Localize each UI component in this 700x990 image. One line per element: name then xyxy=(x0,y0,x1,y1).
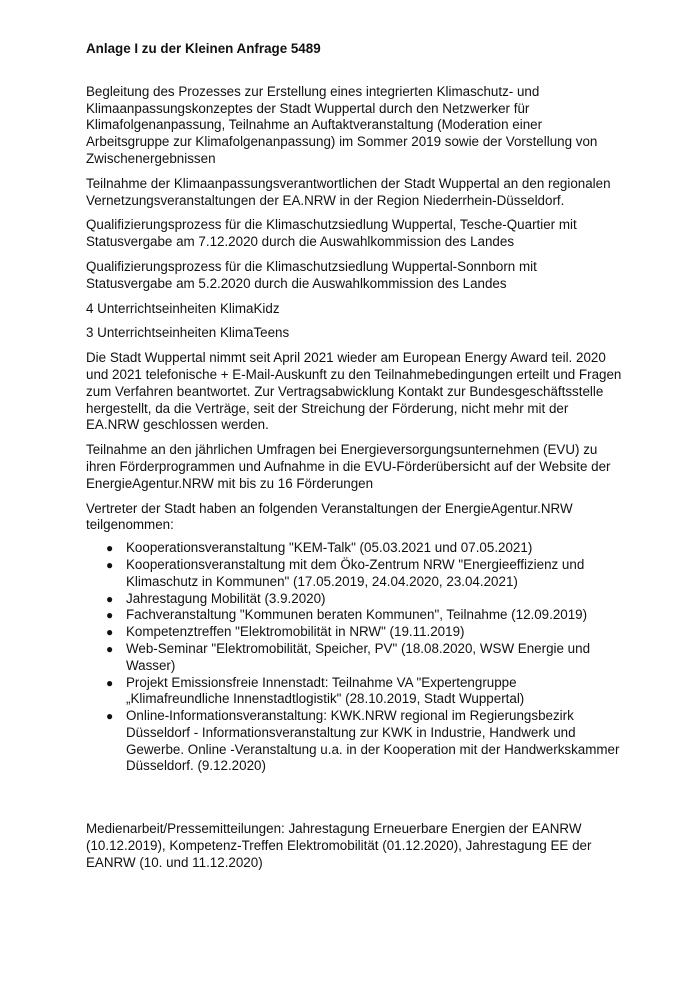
event-text: Web-Seminar "Elektromobilität, Speicher, PV" (18.08.2020, WSW Energie und Wasser) xyxy=(126,640,591,673)
paragraph-evu-umfragen: Teilnahme an den jährlichen Umfragen bei Energieversorgungsunternehmen (EVU) zu ihren Förderprogrammen und Aufnahme in die EVU-Förderübersicht auf der Website der EnergieAgentur.NRW mit bis zu 16 Förderungen xyxy=(86,442,611,491)
list-item xyxy=(86,675,622,709)
paragraph-klimaschutzkonzept: Begleitung des Prozesses zur Erstellung eines integrierten Klimaschutz- und Klimaanpassungskonzeptes der Stadt Wuppertal durch den Netzwerker für Klimafolgenanpassung, Teilnahme an Auftaktveranstaltung (Moderation einer Arbeitsgruppe zur Klimafolgenanpassung) im Sommer 2019 sowie der Vorstellung von Zwischenergebnissen xyxy=(86,83,598,166)
list-item xyxy=(86,591,622,608)
paragraph-vernetzung: Teilnahme der Klimaanpassungsverantwortlichen der Stadt Wuppertal an den regionalen Vernetzungsveranstaltungen der EA.NRW in der Region Niederrhein-Düsseldorf. xyxy=(86,175,611,208)
paragraph-veranstaltungen-intro: Vertreter der Stadt haben an folgenden Veranstaltungen der EnergieAgentur.NRW teilgenommen: xyxy=(86,500,573,533)
bullet-icon: ● xyxy=(106,625,114,640)
event-text: Kooperationsveranstaltung mit dem Öko-Zentrum NRW "Energieeffizienz und Klimaschutz in Kommunen" (17.05.2019, 24.04.2020, 23.04.2021) xyxy=(126,556,585,589)
bullet-icon: ● xyxy=(106,541,114,556)
event-text: Fachveranstaltung "Kommunen beraten Kommunen", Teilnahme (12.09.2019) xyxy=(126,607,588,623)
bullet-icon: ● xyxy=(106,591,114,606)
list-item xyxy=(86,607,622,624)
paragraph-medienarbeit: Medienarbeit/Pressemitteilungen: Jahrestagung Erneuerbare Energien der EANRW (10.12.2019), Kompetenz-Treffen Elektromobilität (01.12.2020), Jahrestagung EE der EANRW (10. und 11.12.2020) xyxy=(86,821,592,870)
paragraph-sonnborn: Qualifizierungsprozess für die Klimaschutzsiedlung Wuppertal-Sonnborn mit Statusvergabe am 5.2.2020 durch die Auswahlkommission des Landes xyxy=(86,258,537,291)
event-text: Kooperationsveranstaltung "KEM-Talk" (05.03.2021 und 07.05.2021) xyxy=(126,540,533,556)
list-item xyxy=(86,624,622,641)
event-text: Kompetenztreffen "Elektromobilität in NRW" (19.11.2019) xyxy=(126,624,465,640)
bullet-icon: ● xyxy=(106,641,114,656)
bullet-icon: ● xyxy=(106,557,114,572)
event-text: Projekt Emissionsfreie Innenstadt: Teilnahme VA "Expertengruppe „Klimafreundliche Innenstadtlogistik" (28.10.2019, Stadt Wuppertal) xyxy=(126,674,525,707)
list-item xyxy=(86,708,622,775)
events-list xyxy=(86,540,622,775)
paragraph-tesche-quartier: Qualifizierungsprozess für die Klimaschutzsiedlung Wuppertal, Tesche-Quartier mit Statusvergabe am 7.12.2020 durch die Auswahlkommission des Landes xyxy=(86,217,577,250)
document-title: Anlage I zu der Kleinen Anfrage 5489 xyxy=(86,41,321,56)
event-text: Jahrestagung Mobilität (3.9.2020) xyxy=(126,590,326,606)
list-item xyxy=(86,641,622,675)
paragraph-energy-award: Die Stadt Wuppertal nimmt seit April 2021 wieder am European Energy Award teil. 2020 und 2021 telefonische + E-Mail-Auskunft zu den Teilnahmebedingungen erteilt und Fragen zum Verfahren beantwortet. Zur Vertragsabwicklung Kontakt zur Bundesgeschäftsstelle hergestellt, da die Verträge, seit der Streichung der Förderung, nicht mehr mit der EA.NRW geschlossen werden. xyxy=(86,350,622,433)
bullet-icon: ● xyxy=(106,675,114,690)
bullet-icon: ● xyxy=(106,608,114,623)
paragraph-klimakidz: 4 Unterrichtseinheiten KlimaKidz xyxy=(86,300,280,316)
event-text: Online-Informationsveranstaltung: KWK.NRW regional im Regierungsbezirk Düsseldorf - Informationsveranstaltung zur KWK in Industrie, Handwerk und Gewerbe. Online -Veranstaltung u.a. in der Kooperation mit der Handwerkskammer Düsseldorf. (9.12.2020) xyxy=(126,708,620,774)
list-item xyxy=(86,540,622,557)
list-item xyxy=(86,557,622,591)
bullet-icon: ● xyxy=(106,709,114,724)
document-page xyxy=(86,41,622,880)
paragraph-klimateens: 3 Unterrichtseinheiten KlimaTeens xyxy=(86,325,290,341)
